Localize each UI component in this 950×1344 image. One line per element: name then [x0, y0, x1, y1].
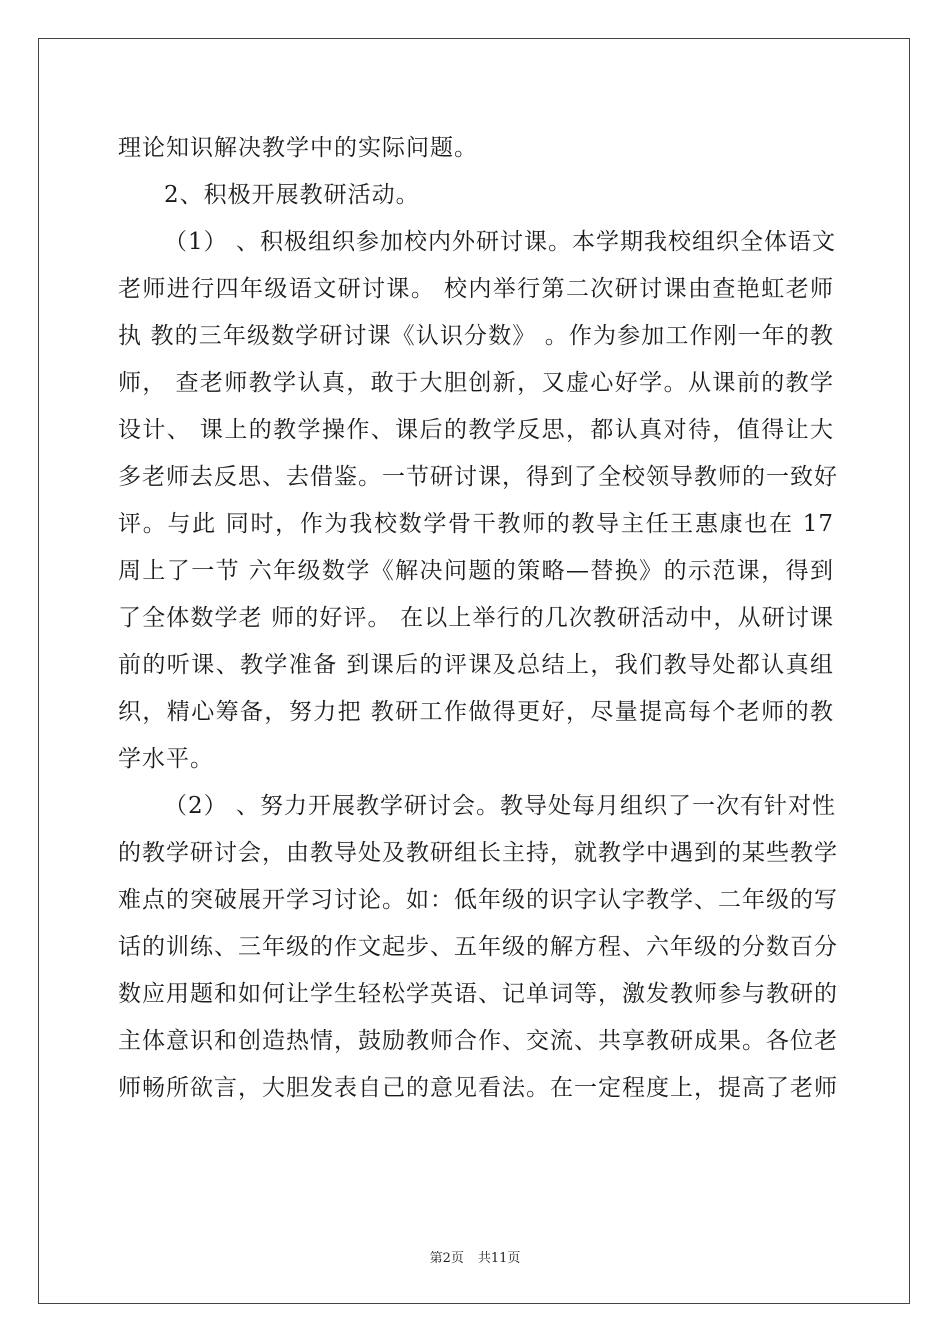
text-line: 主体意识和创造热情，鼓励教师合作、交流、共享教研成果。各位老 [118, 1028, 838, 1054]
text-line: 学水平。 [118, 746, 214, 772]
text-line: 织，精心筹备，努力把 教研工作做得更好，尽量提高每个老师的教 [118, 699, 834, 725]
text-line: 了全体数学老 师的好评。 在以上举行的几次教研活动中，从研讨课 [118, 605, 834, 631]
text-line: 执 教的三年级数学研讨课《认识分数》 。作为参加工作刚一年的教 [118, 323, 834, 349]
text-line: 师畅所欲言，大胆发表自己的意见看法。在一定程度上，提高了老师 [118, 1075, 838, 1101]
page-footer [0, 1247, 950, 1266]
text-line: 前的听课、教学准备 到课后的评课及总结上，我们教导处都认真组 [118, 652, 834, 678]
text-line: 的教学研讨会，由教导处及教研组长主持，就教学中遇到的某些教学 [118, 840, 838, 866]
text-line: （2） 、努力开展教学研讨会。教导处每月组织了一次有针对性 [164, 793, 836, 819]
text-line: 理论知识解决教学中的实际问题。 [118, 135, 478, 161]
text-line: 难点的突破展开学习讨论。如：低年级的识字认字教学、二年级的写 [118, 887, 838, 913]
page-number: 第2页 [429, 1251, 464, 1266]
text-line: 多老师去反思、去借鉴。一节研讨课，得到了全校领导教师的一致好 [118, 464, 838, 490]
text-line: （1） 、积极组织参加校内外研讨课。本学期我校组织全体语文 [164, 229, 836, 255]
text-line: 评。与此 同时，作为我校数学骨干教师的教导主任王惠康也在 17 [118, 511, 834, 537]
text-line: 设计、 课上的教学操作、课后的教学反思，都认真对待，值得让大 [118, 417, 834, 443]
text-line: 数应用题和如何让学生轻松学英语、记单词等，激发教师参与教研的 [118, 981, 838, 1007]
text-line: 话的训练、三年级的作文起步、五年级的解方程、六年级的分数百分 [118, 934, 838, 960]
text-line: 师， 查老师教学认真，敢于大胆创新，又虚心好学。从课前的教学 [118, 370, 834, 396]
document-body [118, 125, 838, 1112]
text-line: 周上了一节 六年级数学《解决问题的策略—替换》的示范课，得到 [118, 558, 834, 584]
text-line: 2、积极开展教研活动。 [164, 182, 420, 208]
text-line: 老师进行四年级语文研讨课。 校内举行第二次研讨课由查艳虹老师 [118, 276, 834, 302]
total-pages: 共11页 [477, 1251, 521, 1266]
